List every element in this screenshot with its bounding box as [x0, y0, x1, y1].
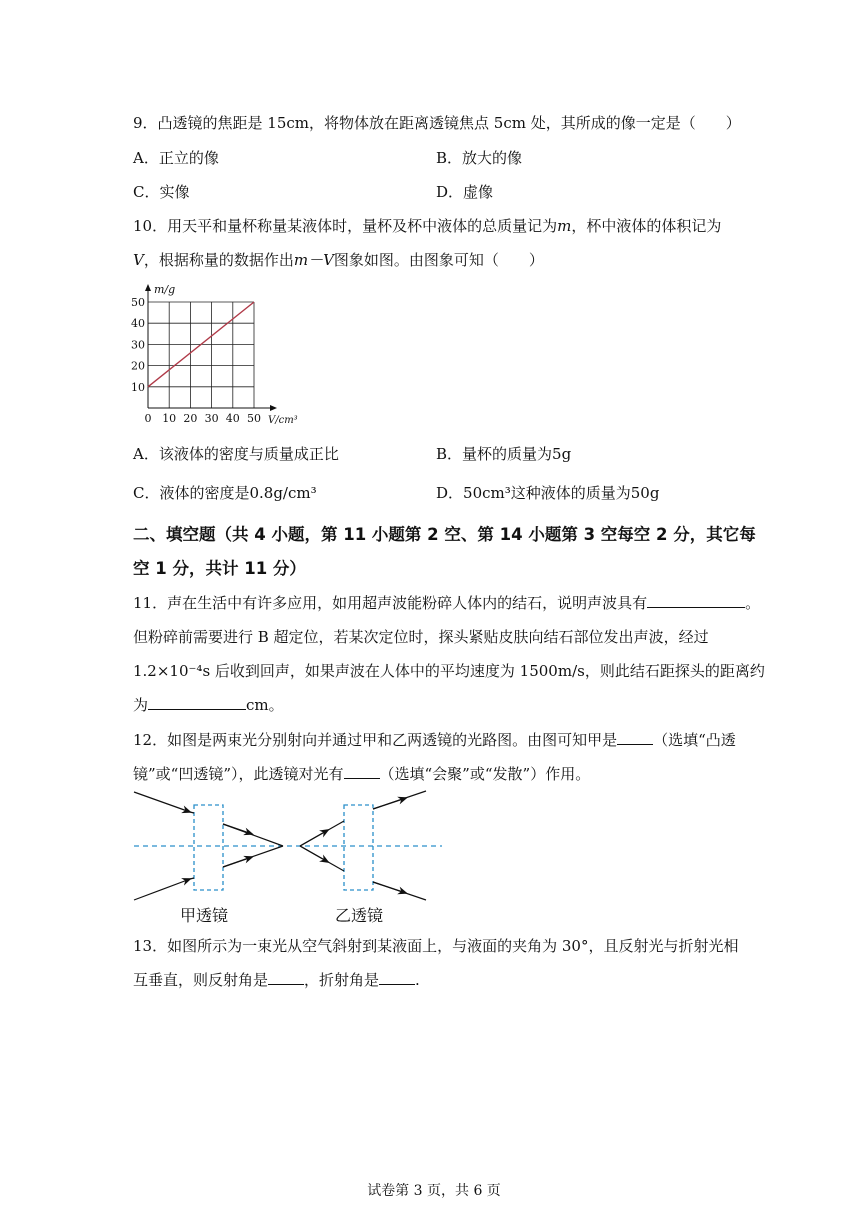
answer-blank[interactable] [344, 764, 380, 779]
q12-text: （选填“凸透 [653, 731, 736, 749]
q11-line2: 但粉碎前需要进行 B 超定位，若某次定位时，探头紧贴皮肤向结石部位发出声波，经过 [133, 628, 709, 646]
ray [373, 798, 406, 809]
q13-text: . [415, 971, 420, 989]
q12-line2 [133, 763, 590, 784]
q9-option-c: C．实像 [133, 183, 190, 201]
x-tick-label: 0 [144, 412, 152, 425]
ray [373, 882, 406, 893]
q10-option-a: A．该液体的密度与质量成正比 [133, 445, 339, 463]
lens-jia-box [194, 805, 223, 890]
q9-option-b: B．放大的像 [436, 149, 523, 167]
q11-text: 11．声在生活中有许多应用，如用超声波能粉碎人体内的结石，说明声波具有 [133, 594, 648, 612]
q10-var-mv: m－V [293, 251, 334, 269]
q12-text: 12．如图是两束光分别射向并通过甲和乙两透镜的光路图。由图可知甲是 [133, 731, 618, 749]
q13-line2 [133, 969, 420, 990]
x-tick-label: 30 [204, 412, 219, 425]
section-title-line1: 二、填空题（共 4 小题，第 11 小题第 2 空、第 14 小题第 3 空每空 2 分，其它每 [133, 525, 756, 544]
y-axis-arrow [145, 284, 151, 291]
q10-stem-line1 [133, 215, 721, 236]
answer-blank[interactable] [148, 695, 246, 710]
q10-var-v: V [133, 251, 144, 269]
ray [134, 879, 190, 900]
section-title-line2: 空 1 分，共计 11 分） [133, 559, 306, 578]
x-tick-label: 10 [162, 412, 177, 425]
q12-text: 镜”或“凹透镜”），此透镜对光有 [133, 765, 344, 783]
page-footer: 试卷第 3 页，共 6 页 [367, 1183, 501, 1199]
y-axis-label: m/g [154, 283, 176, 296]
q12-text: （选填“会聚”或“发散”）作用。 [379, 765, 591, 783]
answer-blank[interactable] [647, 593, 745, 608]
lens-jia-label: 甲透镜 [180, 906, 229, 925]
x-tick-label: 50 [247, 412, 261, 425]
q13-line1: 13．如图所示为一束光从空气斜射到某液面上，与液面的夹角为 30°，且反射光与折射光相 [133, 937, 739, 955]
q10-stem-text: 10．用天平和量杯称量某液体时，量杯及杯中液体的总质量记为 [133, 217, 558, 235]
m-v-chart [128, 280, 298, 430]
x-axis-label: V/cm³ [268, 415, 298, 426]
q11-line4 [133, 694, 284, 715]
answer-blank[interactable] [617, 730, 653, 745]
y-tick-label: 30 [131, 338, 145, 352]
q9-option-d: D．虚像 [436, 183, 494, 201]
x-axis-arrow [270, 405, 277, 411]
lens-yi-label: 乙透镜 [335, 906, 384, 925]
q11-line1 [133, 592, 760, 613]
q11-line3: 1.2×10⁻⁴s 后收到回声，如果声波在人体中的平均速度为 1500m/s，则此结石距探头的距离约 [133, 662, 765, 680]
answer-blank[interactable] [379, 970, 415, 985]
q10-option-d: D．50cm³这种液体的质量为50g [436, 484, 660, 502]
ray [300, 846, 328, 862]
q10-option-c: C．液体的密度是0.8g/cm³ [133, 484, 317, 502]
ray [223, 824, 252, 834]
y-tick-label: 50 [131, 296, 145, 309]
q12-line1 [133, 729, 736, 750]
ray [223, 857, 252, 867]
lens-ray-diagram [128, 785, 448, 930]
y-tick-label: 40 [131, 317, 145, 331]
q9-option-a: A．正立的像 [133, 149, 219, 167]
x-tick-label: 20 [183, 412, 198, 425]
q13-text: ，折射角是 [304, 971, 380, 989]
ray [134, 792, 190, 812]
q10-stem-text: ，杯中液体的体积记为 [571, 217, 722, 235]
x-tick-label: 40 [225, 412, 240, 425]
q10-option-b: B．量杯的质量为5g [436, 445, 572, 463]
q10-stem-text: ，根据称量的数据作出 [143, 251, 294, 269]
y-tick-label: 10 [131, 380, 145, 394]
answer-blank[interactable] [268, 970, 304, 985]
q10-stem-line2 [133, 249, 544, 270]
q11-text: 。 [745, 594, 761, 612]
y-tick-label: 20 [131, 359, 145, 373]
ray [300, 830, 328, 846]
q13-text: 互垂直，则反射角是 [133, 971, 269, 989]
q9-stem: 9．凸透镜的焦距是 15cm，将物体放在距离透镜焦点 5cm 处，其所成的像一定是（ ） [133, 114, 741, 132]
q11-text: 为 [133, 696, 149, 714]
q10-stem-text: 图象如图。由图象可知（ ） [333, 251, 544, 269]
q10-var-m: m [557, 217, 572, 235]
q11-text: cm。 [246, 696, 284, 714]
lens-yi-box [344, 805, 373, 890]
